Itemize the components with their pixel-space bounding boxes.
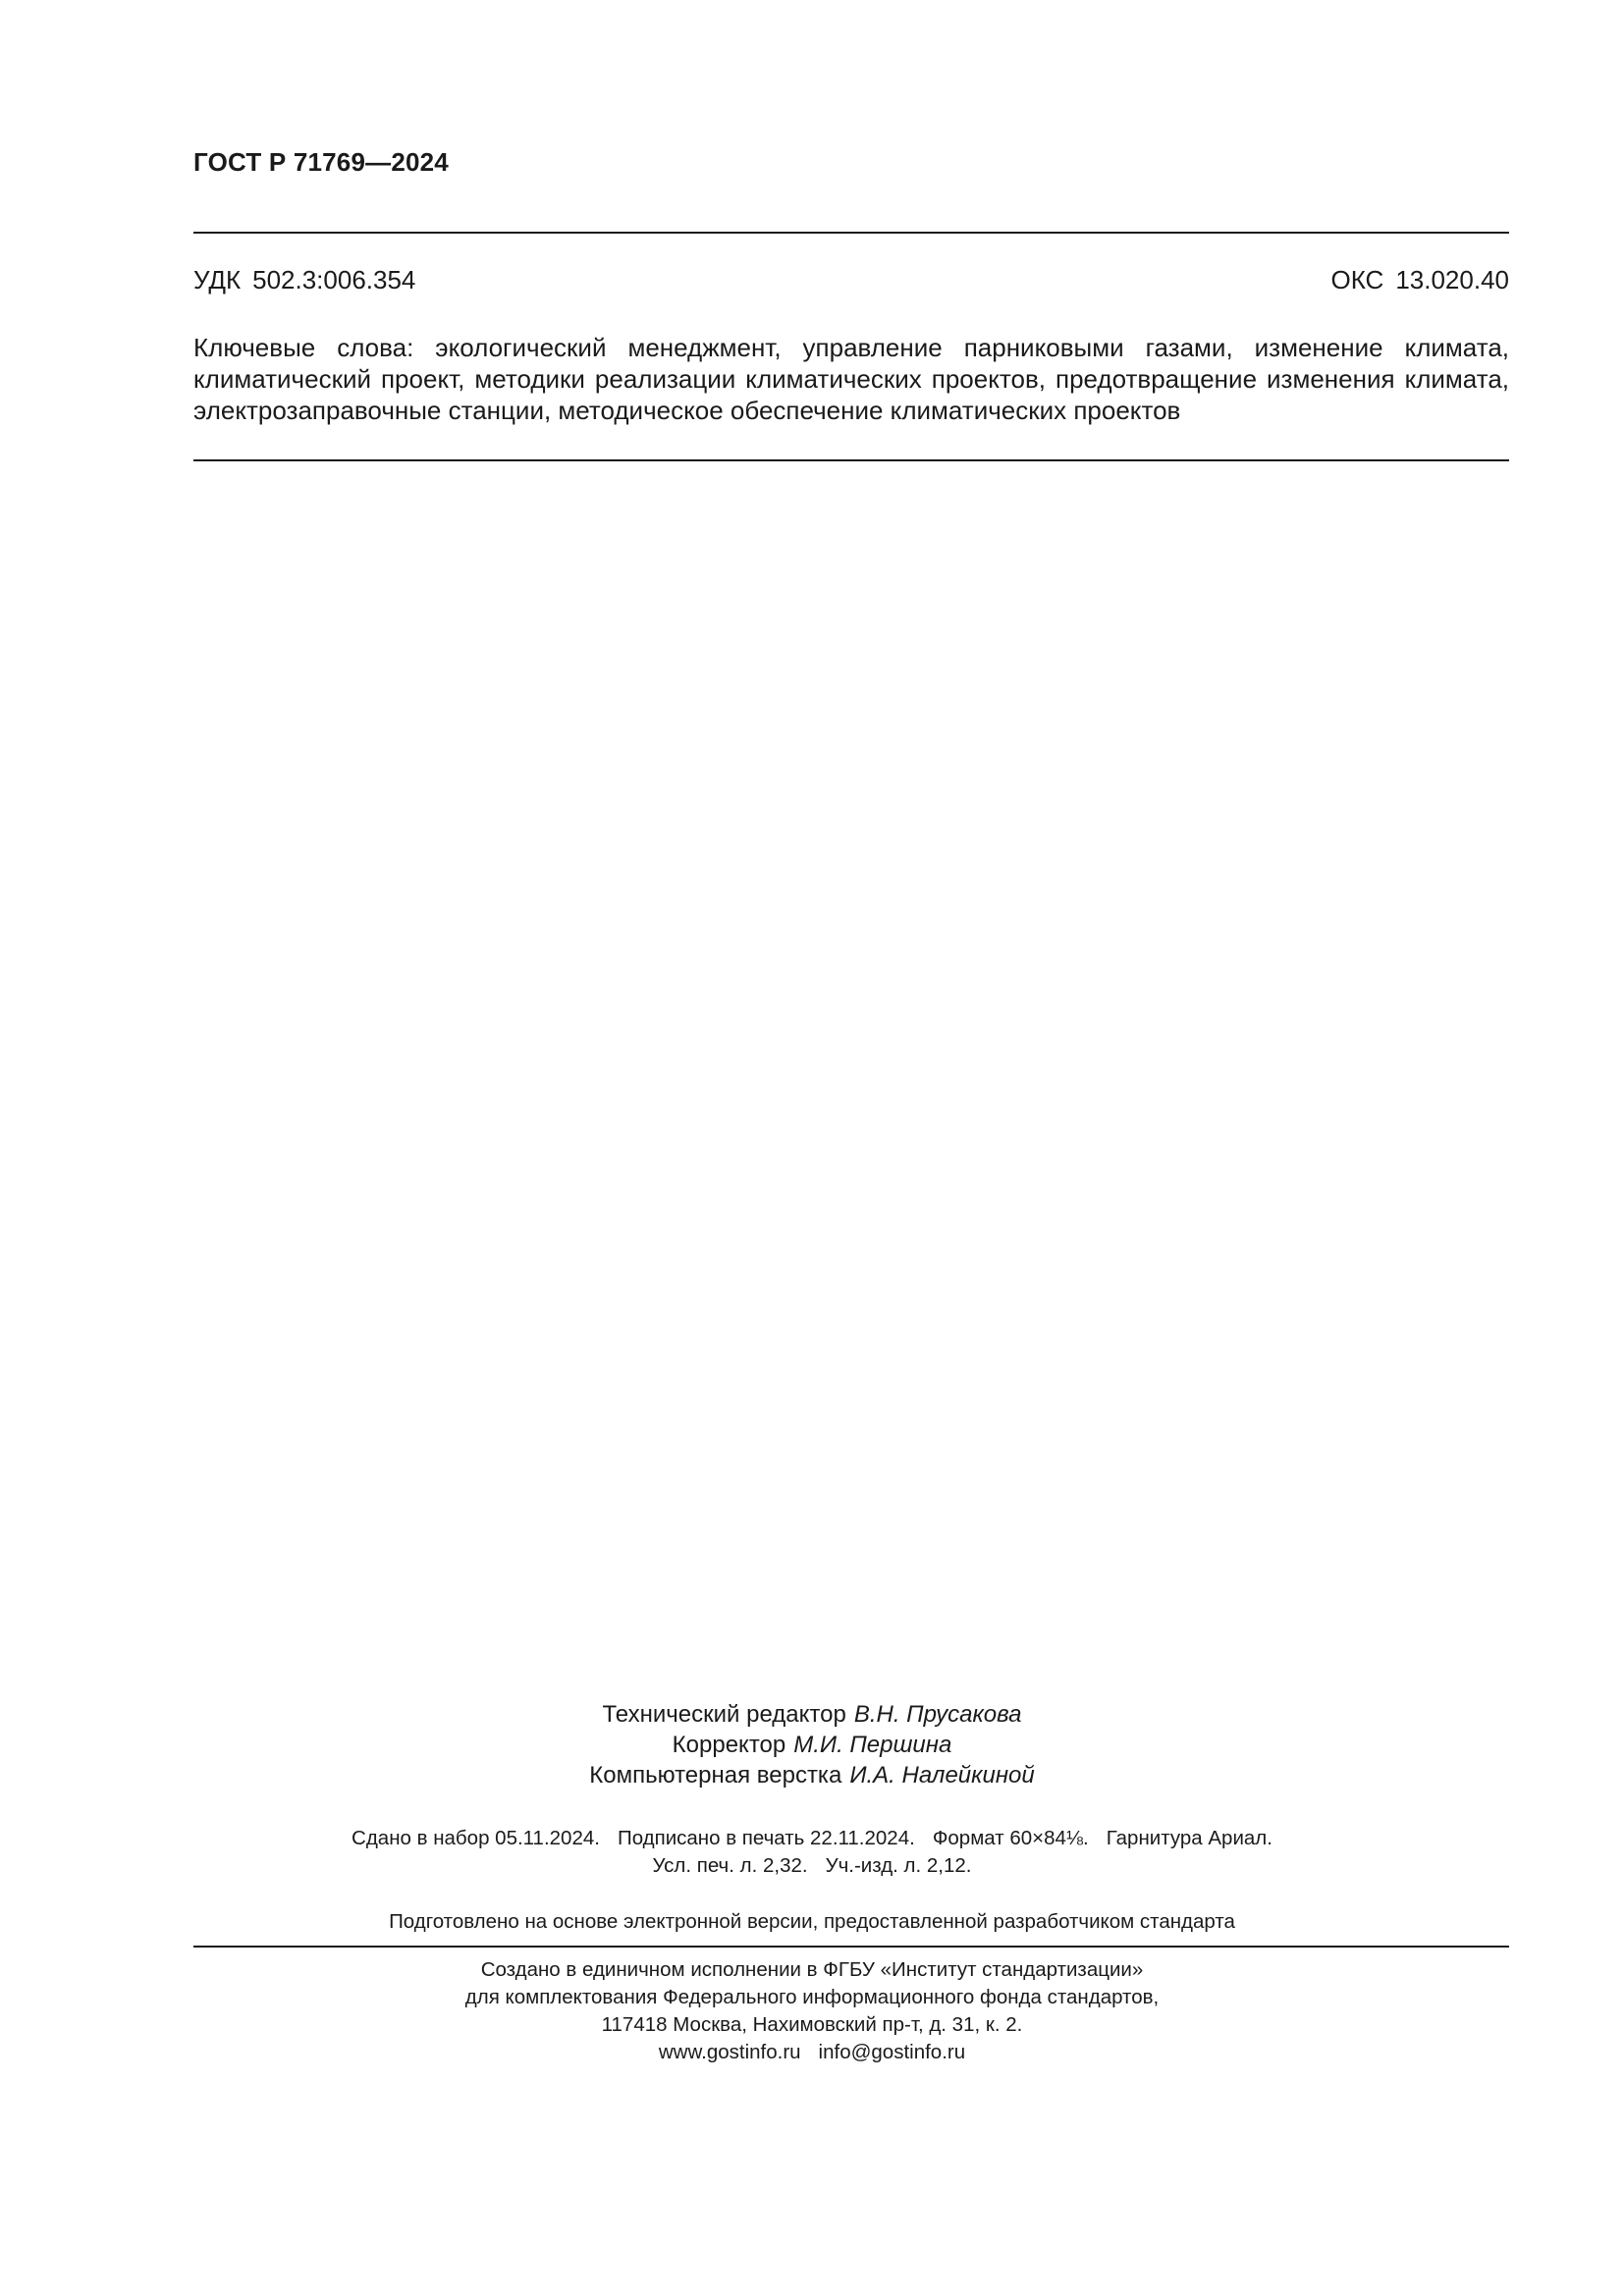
standard-code: ГОСТ Р 71769—2024 — [193, 147, 449, 177]
top-divider — [193, 232, 1509, 234]
prepared-note: Подготовлено на основе электронной версии, предоставленной разработчиком стандарта — [389, 1910, 1235, 1933]
credit-role: Компьютерная верстка — [589, 1762, 842, 1789]
oks-label: ОКС — [1330, 265, 1384, 294]
publisher-contacts — [0, 2039, 1624, 2066]
imprint-line-1 — [0, 1825, 1624, 1852]
udc-label: УДК — [193, 265, 242, 294]
credit-layout — [0, 1760, 1624, 1790]
publisher-address: 117418 Москва, Нахимовский пр-т, д. 31, к. 2. — [601, 2013, 1023, 2036]
credit-tech-editor — [0, 1699, 1624, 1730]
imprint-signed: Подписано в печать 22.11.2024. — [617, 1827, 915, 1849]
credit-corrector — [0, 1730, 1624, 1760]
credit-name: И.А. Налейкиной — [849, 1762, 1035, 1789]
oks-classification — [1330, 265, 1509, 295]
publisher-website-link[interactable]: www.gostinfo.ru — [658, 2041, 801, 2063]
credit-name: В.Н. Прусакова — [853, 1701, 1022, 1728]
keywords-paragraph: Ключевые слова: экологический менеджмент, управление парниковыми газами, изменение климата, климатический проект, методики реализации климатических проектов, предотвращение изменения климата, электрозаправочные станции, методическое обеспечение климатических проектов — [193, 333, 1509, 425]
udc-value: 502.3:006.354 — [252, 265, 416, 294]
imprint-typeface: Гарнитура Ариал. — [1106, 1827, 1272, 1849]
udc-classification — [193, 265, 415, 295]
imprint-line-2 — [0, 1852, 1624, 1880]
publisher-divider — [193, 1946, 1509, 1948]
credit-role: Технический редактор — [602, 1701, 846, 1728]
credit-name: М.И. Першина — [793, 1732, 952, 1758]
credits-block — [0, 1699, 1624, 1790]
publisher-line-2: для комплектования Федерального информационного фонда стандартов, — [464, 1986, 1160, 2008]
publisher-email-link[interactable]: info@gostinfo.ru — [818, 2041, 966, 2063]
keywords-divider — [193, 459, 1509, 461]
imprint-print-sheets: Усл. печ. л. 2,32. — [652, 1854, 808, 1877]
imprint-block — [0, 1825, 1624, 1880]
oks-value: 13.020.40 — [1395, 265, 1509, 294]
publisher-line-1: Создано в единичном исполнении в ФГБУ «Институт стандартизации» — [480, 1958, 1144, 1981]
imprint-format: Формат 60×84⅛. — [932, 1827, 1089, 1849]
imprint-publ-sheets: Уч.-изд. л. 2,12. — [825, 1854, 972, 1877]
credit-role: Корректор — [672, 1732, 786, 1758]
imprint-typeset: Сдано в набор 05.11.2024. — [352, 1827, 600, 1849]
publisher-block — [0, 1956, 1624, 2066]
